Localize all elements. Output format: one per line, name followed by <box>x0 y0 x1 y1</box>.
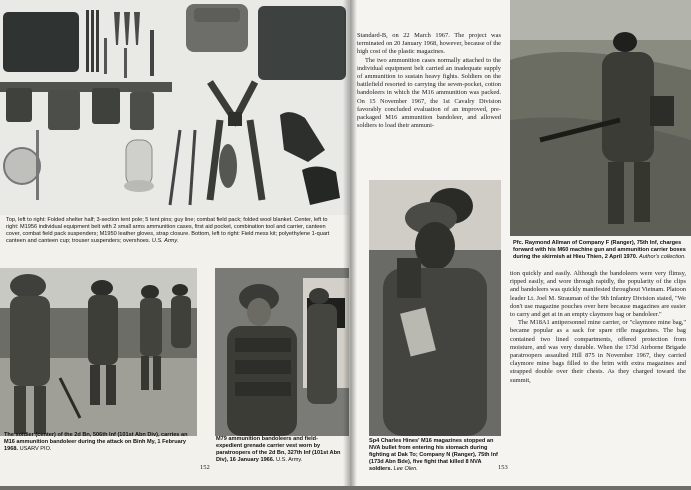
equipment-photo-caption <box>6 217 340 245</box>
soldier-magazines-caption <box>369 438 501 473</box>
page-number-left: 152 <box>200 464 210 471</box>
equipment-photo <box>0 0 349 215</box>
machine-gunner-caption <box>513 240 687 261</box>
soldiers-patrol-photo <box>0 268 197 436</box>
caption-credit: Author's collection. <box>639 254 686 260</box>
paragraph: The two ammunition cases normally attached to the individual equipment belt carried an inadequate supply of ammunition to sustain heavy fights. Soldiers on the battlefield resorted to carrying the seven-pocket, cotton bandoleers in which the M16 ammunition was packed. On 15 November 1967, the 1st Cavalry Division favorably concluded evaluation of an improved, pre-packaged M16 ammunition bandoleer, and allowed soldiers to load their ammuni- <box>357 56 501 130</box>
page-number-right: 153 <box>498 464 508 471</box>
paragraph: Standard-B, on 22 March 1967. The project was terminated on 20 January 1968, however, because of the high cost of the plastic magazines. <box>357 32 501 56</box>
caption-text: Sp4 Charles Hines' M16 magazines stopped an NVA bullet from entering his stomach during fighting at Dak To; Company N (Ranger), 75th Inf (173d Abn Bde), five fight that killed 8 NVA soldiers. <box>369 438 498 472</box>
caption-credit: Lee Olen. <box>393 466 418 472</box>
body-text-bottom <box>510 270 686 385</box>
body-text-top <box>357 32 501 130</box>
caption-credit: U.S. Army. <box>276 457 303 463</box>
paratrooper-caption <box>216 436 344 464</box>
soldier-magazines-photo <box>369 180 501 436</box>
soldiers-patrol-caption <box>4 432 194 453</box>
right-page <box>349 0 691 486</box>
paragraph: The M18A1 antipersonnel mine carrier, or "claymore mine bag," became popular as a sack for spare rifle magazines. The bag contained two lined compartments, offered protection from moisture, and was very durable. When the 173d Airborne Brigade paratroopers assaulted Hill 875 in November 1967, they carried claymore mine bags filled to the brim with extra magazines and strapped double over their chests. As they charged toward the summit, <box>510 319 686 384</box>
caption-credit: U.S. Army. <box>151 238 179 244</box>
caption-text: The soldier (center) of the 2d Bn, 506th Inf (101st Abn Div), carries an M16 ammunition bandoleer during the attack on Binh My, 1 February 1968. <box>4 432 188 452</box>
book-gutter <box>343 0 357 486</box>
caption-credit: USARV PIO. <box>19 446 52 452</box>
caption-text: M79 ammunition bandoleers and field-expedient grenade carrier vest worn by paratroopers of the 2d Bn, 327th Inf (101st Abn Div), 16 January 1966. <box>216 436 341 463</box>
caption-text: Pfc. Raymond Allman of Company F (Ranger), 75th Inf, charges forward with his M60 machine gun and ammunition carrier boxes during the skirmish at Hieu Thien, 2 April 1970. <box>513 240 686 260</box>
paratrooper-photo <box>215 268 349 436</box>
machine-gunner-photo <box>510 0 691 236</box>
caption-text: Top, left to right: Folded shelter half; 3-section tent pole; 5 tent pins; guy line; combat field pack; folded wool blanket. Center, left to right: M1956 individual equipment belt with 2 small arms ammunition cases, first aid pocket, combination tool and carrier, canteen cover, combat field pack suspenders; M1950 leather gloves, strap closure. Bottom, left to right: Field mess kit; polyethylene 1-quart canteen and canteen cup; trouser suspenders; overshoes. <box>6 217 330 244</box>
paragraph: tion quickly and easily. Although the bandoleers were very flimsy, ripped easily, and wore through rapidly, the popularity of the clips and bandoleers was quickly manifested throughout Vietnam. Platoon leader Lt. Joel M. Strauman of the 9th Infantry Division stated, "We don't use magazine pouches over here because magazines are easier to carry and get at in an empty claymore bag or bandoleer." <box>510 270 686 319</box>
